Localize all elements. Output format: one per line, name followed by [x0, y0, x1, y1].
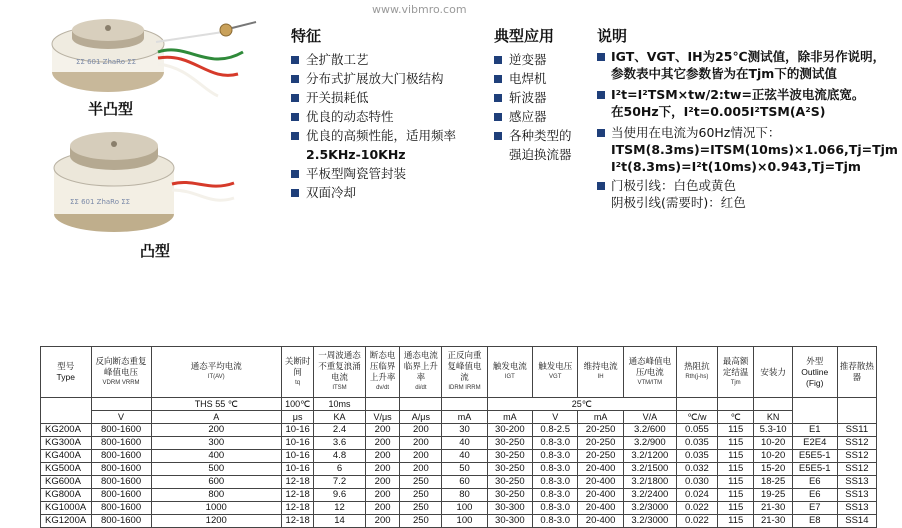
table-cell: mA [442, 411, 487, 424]
table-cell: 20-400 [578, 463, 623, 476]
half-convex-thyristor-image [28, 12, 258, 102]
table-cell: 80 [442, 489, 487, 502]
table-cell: 200 [365, 489, 400, 502]
features-list [291, 50, 456, 202]
header-cell: 最高额定结温 Tjm [717, 347, 753, 398]
table-cell: 200 [400, 424, 442, 437]
notes-block [597, 48, 897, 211]
feature-text: 平板型陶瓷管封装 [306, 166, 407, 181]
table-cell: 800-1600 [91, 463, 151, 476]
table-cell: 10-16 [281, 463, 313, 476]
table-cell: 30-250 [487, 463, 532, 476]
table-cell: 115 [717, 450, 753, 463]
header-cell: 触发电流 IGT [487, 347, 532, 398]
table-cell: SS12 [837, 437, 876, 450]
table-cell: 20-250 [578, 437, 623, 450]
note-item [597, 86, 897, 120]
note-line: I²t(8.3ms)=I²t(10ms)×0.943,Tj=Tjm [611, 159, 861, 174]
header-cell: 型号 Type [41, 347, 92, 398]
table-cell [91, 398, 151, 411]
table-cell: SS12 [837, 463, 876, 476]
table-cell: 3.2/1500 [623, 463, 676, 476]
list-item [291, 126, 456, 164]
header-cell: 断态电压临界上升率 dv/dt [365, 347, 400, 398]
table-cell: 800-1600 [91, 450, 151, 463]
header-cell: 通态平均电流 IT(AV) [151, 347, 281, 398]
table-cell: 30-200 [487, 424, 532, 437]
note-line: ITSM(8.3ms)=ITSM(10ms)×1.066,Tj=Tjm [611, 142, 898, 157]
table-cell: ℃/w [676, 411, 717, 424]
table-cell: E6 [792, 489, 837, 502]
table-cell: 3.2/2400 [623, 489, 676, 502]
table-row [41, 502, 877, 515]
header-cell: 通态电流临界上升率 di/dt [400, 347, 442, 398]
header-cell: 反向断态重复峰值电压 VDRM VRRM [91, 347, 151, 398]
table-cell: 100℃ [281, 398, 313, 411]
table-cell [717, 398, 753, 411]
table-cell: 20-400 [578, 502, 623, 515]
table-cell: 200 [151, 424, 281, 437]
table-cell: 19-25 [754, 489, 792, 502]
table-cell: 10-16 [281, 450, 313, 463]
list-item [291, 183, 456, 202]
table-cell: 800 [151, 489, 281, 502]
table-row [41, 450, 877, 463]
feature-text: 优良的高频性能，适用频率 [306, 128, 457, 143]
table-cell: 800-1600 [91, 424, 151, 437]
table-cell: 2.4 [314, 424, 365, 437]
table-cell: 100 [442, 502, 487, 515]
table-cell: 9.6 [314, 489, 365, 502]
header-cell: 热阻抗 Rth(j-hs) [676, 347, 717, 398]
table-cell: 600 [151, 476, 281, 489]
table-cell: 115 [717, 476, 753, 489]
table-cell: 3.2/1800 [623, 476, 676, 489]
table-cell: V [91, 411, 151, 424]
table-cell [754, 398, 792, 411]
table-cell [792, 398, 837, 424]
table-cell: E5E5-1 [792, 463, 837, 476]
table-cell: 200 [365, 437, 400, 450]
table-row [41, 476, 877, 489]
table-cell: 15-20 [754, 463, 792, 476]
note-line: 阴极引线(需要时)：红色 [611, 195, 746, 210]
frequency-range: 2.5KHz-10KHz [306, 147, 406, 162]
header-cell: 关断时间 tq [281, 347, 313, 398]
table-row [41, 424, 877, 437]
table-header-row [41, 347, 877, 398]
table-cell: KN [754, 411, 792, 424]
note-line: 在50Hz下，I²t=0.005I²TSM(A²S) [611, 104, 826, 119]
table-cell: V/A [623, 411, 676, 424]
application-text: 斩波器 [509, 90, 547, 105]
caption-half-convex: 半凸型 [88, 100, 134, 118]
list-item [494, 107, 572, 126]
table-cell [676, 398, 717, 411]
table-cell: 6 [314, 463, 365, 476]
table-cell: SS13 [837, 489, 876, 502]
table-cell: SS12 [837, 450, 876, 463]
table-cell: 12-18 [281, 515, 313, 528]
table-cell: 800-1600 [91, 515, 151, 528]
list-item [291, 88, 456, 107]
table-cell: 250 [400, 515, 442, 528]
table-cell: E2E4 [792, 437, 837, 450]
application-text-cont: 强迫换流器 [509, 147, 572, 162]
table-cell: 3.2/1200 [623, 450, 676, 463]
table-cell: 30-250 [487, 489, 532, 502]
table-body [41, 424, 877, 528]
list-item [494, 126, 572, 164]
table-cell: 200 [365, 463, 400, 476]
table-cell: 200 [400, 450, 442, 463]
list-item [291, 107, 456, 126]
feature-text: 分布式扩展放大门极结构 [306, 71, 444, 86]
table-cell: 4.8 [314, 450, 365, 463]
table-cell: 0.8-3.0 [533, 489, 578, 502]
caption-convex: 凸型 [140, 242, 171, 260]
table-cell: 3.2/600 [623, 424, 676, 437]
table-cell: 115 [717, 502, 753, 515]
table-cell: A [151, 411, 281, 424]
table-cell: 0.8-2.5 [533, 424, 578, 437]
table-cell: SS13 [837, 502, 876, 515]
header-cell: 维持电流 IH [578, 347, 623, 398]
table-cell: 20-250 [578, 450, 623, 463]
table-cell: 30-250 [487, 476, 532, 489]
table-cell: THS 55 ℃ [151, 398, 281, 411]
applications-list [494, 50, 572, 164]
table-cell: V [533, 411, 578, 424]
table-cell: 25℃ [487, 398, 676, 411]
table-cell [365, 398, 400, 411]
feature-text: 双面冷却 [306, 185, 357, 200]
table-cell: 3.6 [314, 437, 365, 450]
table-cell: 115 [717, 515, 753, 528]
table-cell: 115 [717, 437, 753, 450]
table-cell: 0.8-3.0 [533, 437, 578, 450]
table-cell: 200 [365, 450, 400, 463]
table-row [41, 437, 877, 450]
table-cell: 30-250 [487, 437, 532, 450]
table-cell: 20-400 [578, 476, 623, 489]
table-cell: 0.035 [676, 450, 717, 463]
table-cell: 0.022 [676, 515, 717, 528]
table-cell: 0.8-3.0 [533, 502, 578, 515]
table-cell: 0.055 [676, 424, 717, 437]
table-cell: 10ms [314, 398, 365, 411]
table-cell: 250 [400, 489, 442, 502]
list-item [291, 50, 456, 69]
table-cell: 0.032 [676, 463, 717, 476]
model-cell: KG1200A [41, 515, 92, 528]
table-cell: 10-16 [281, 424, 313, 437]
table-cell: 30-300 [487, 502, 532, 515]
table-cell [41, 398, 92, 424]
table-cell: 0.8-3.0 [533, 463, 578, 476]
table-cell: 1200 [151, 515, 281, 528]
model-cell: KG1000A [41, 502, 92, 515]
table-cell: E8 [792, 515, 837, 528]
list-item [291, 69, 456, 88]
header-cell: 触发电压 VGT [533, 347, 578, 398]
features-title: 特征 [291, 27, 322, 45]
table-cell: 50 [442, 463, 487, 476]
table-cell: E1 [792, 424, 837, 437]
table-cell: 20-250 [578, 424, 623, 437]
table-cell [400, 398, 442, 411]
table-cell: SS14 [837, 515, 876, 528]
application-text: 感应器 [509, 109, 547, 124]
table-cell: 7.2 [314, 476, 365, 489]
spec-table [40, 346, 877, 528]
table-cell: V/μs [365, 411, 400, 424]
header-cell: 通态峰值电压/电流 VTM/ITM [623, 347, 676, 398]
table-condition-row [41, 398, 877, 411]
header-cell: 一周波通态不重复浪涌电流 ITSM [314, 347, 365, 398]
model-cell: KG300A [41, 437, 92, 450]
header-cell: 安装力 [754, 347, 792, 398]
table-row [41, 489, 877, 502]
table-cell: 1000 [151, 502, 281, 515]
table-cell: 60 [442, 476, 487, 489]
table-cell: 40 [442, 450, 487, 463]
table-cell: 200 [400, 463, 442, 476]
table-cell: 250 [400, 476, 442, 489]
table-cell: A/μs [400, 411, 442, 424]
table-cell: 100 [442, 515, 487, 528]
note-line: I²t=I²TSM×tw/2:tw=正弦半波电流底宽。 [611, 87, 865, 102]
table-cell: 12-18 [281, 476, 313, 489]
table-cell: 0.035 [676, 437, 717, 450]
header-cell: 正反向重复峰值电流 IDRM IRRM [442, 347, 487, 398]
table-cell: 500 [151, 463, 281, 476]
application-text: 逆变器 [509, 52, 547, 67]
table-cell: 5.3-10 [754, 424, 792, 437]
svg-text:ΣΣ 601 ZhaRo ΣΣ: ΣΣ 601 ZhaRo ΣΣ [70, 198, 131, 206]
table-cell: 3.2/3000 [623, 502, 676, 515]
model-cell: KG200A [41, 424, 92, 437]
convex-thyristor-image [34, 128, 244, 238]
table-cell: 30 [442, 424, 487, 437]
table-cell: 800-1600 [91, 476, 151, 489]
list-item [494, 69, 572, 88]
table-units-row [41, 411, 877, 424]
table-cell [442, 398, 487, 411]
header-cell: 推荐散热器 [837, 347, 876, 398]
table-cell: 115 [717, 424, 753, 437]
table-cell: μs [281, 411, 313, 424]
table-cell: mA [487, 411, 532, 424]
notes-title: 说明 [597, 27, 628, 45]
table-cell: E6 [792, 476, 837, 489]
table-cell: 115 [717, 463, 753, 476]
table-cell: 0.8-3.0 [533, 450, 578, 463]
feature-text: 开关损耗低 [306, 90, 369, 105]
note-line: 门极引线：白色或黄色 [611, 178, 737, 193]
table-cell: 14 [314, 515, 365, 528]
table-cell: 0.030 [676, 476, 717, 489]
table-cell: 18-25 [754, 476, 792, 489]
applications-title: 典型应用 [494, 27, 555, 45]
note-item [597, 124, 897, 175]
table-cell: 30-300 [487, 515, 532, 528]
table-cell: 10-20 [754, 450, 792, 463]
table-cell: ℃ [717, 411, 753, 424]
note-line: IGT、VGT、IH为25℃测试值，除非另作说明， [611, 49, 886, 64]
table-cell: 40 [442, 437, 487, 450]
table-cell: 30-250 [487, 450, 532, 463]
note-item [597, 177, 897, 211]
table-cell: mA [578, 411, 623, 424]
model-cell: KG600A [41, 476, 92, 489]
table-cell: 115 [717, 489, 753, 502]
table-cell: SS11 [837, 424, 876, 437]
table-cell: 400 [151, 450, 281, 463]
table-cell: 12-18 [281, 502, 313, 515]
note-line: 参数表中其它参数皆为在Tjm下的测试值 [611, 66, 837, 81]
table-cell: E5E5-1 [792, 450, 837, 463]
table-cell: 250 [400, 502, 442, 515]
feature-text: 全扩散工艺 [306, 52, 369, 67]
table-cell: 3.2/900 [623, 437, 676, 450]
table-cell: KA [314, 411, 365, 424]
table-cell: 200 [365, 515, 400, 528]
table-cell: 200 [400, 437, 442, 450]
application-text: 各种类型的 [509, 128, 572, 143]
header-cell: 外型 Outline (Fig) [792, 347, 837, 398]
list-item [494, 50, 572, 69]
model-cell: KG400A [41, 450, 92, 463]
table-cell: 21-30 [754, 515, 792, 528]
table-cell: 800-1600 [91, 502, 151, 515]
table-cell: 0.8-3.0 [533, 476, 578, 489]
table-cell [837, 398, 876, 424]
table-cell: 200 [365, 424, 400, 437]
table-cell: 12-18 [281, 489, 313, 502]
table-cell: 800-1600 [91, 437, 151, 450]
table-cell: 0.024 [676, 489, 717, 502]
table-cell: SS13 [837, 476, 876, 489]
table-cell: 0.8-3.0 [533, 515, 578, 528]
feature-text: 优良的动态特性 [306, 109, 394, 124]
table-cell: 200 [365, 502, 400, 515]
table-cell: 12 [314, 502, 365, 515]
table-cell: 3.2/3000 [623, 515, 676, 528]
table-cell: 0.022 [676, 502, 717, 515]
model-cell: KG500A [41, 463, 92, 476]
watermark: www.vibmro.com [372, 3, 467, 16]
table-cell: 10-20 [754, 437, 792, 450]
table-cell: 21-30 [754, 502, 792, 515]
list-item [291, 164, 456, 183]
table-cell: 10-16 [281, 437, 313, 450]
table-cell: 20-400 [578, 489, 623, 502]
list-item [494, 88, 572, 107]
table-cell: 800-1600 [91, 489, 151, 502]
svg-text:ΣΣ 601 ZhaRo ΣΣ: ΣΣ 601 ZhaRo ΣΣ [76, 58, 137, 66]
note-line: 当使用在电流为60Hz情况下： [611, 125, 781, 140]
table-row [41, 463, 877, 476]
table-cell: E7 [792, 502, 837, 515]
table-cell: 200 [365, 476, 400, 489]
application-text: 电焊机 [509, 71, 547, 86]
model-cell: KG800A [41, 489, 92, 502]
table-cell: 300 [151, 437, 281, 450]
table-row [41, 515, 877, 528]
note-item [597, 48, 897, 82]
table-cell: 20-400 [578, 515, 623, 528]
